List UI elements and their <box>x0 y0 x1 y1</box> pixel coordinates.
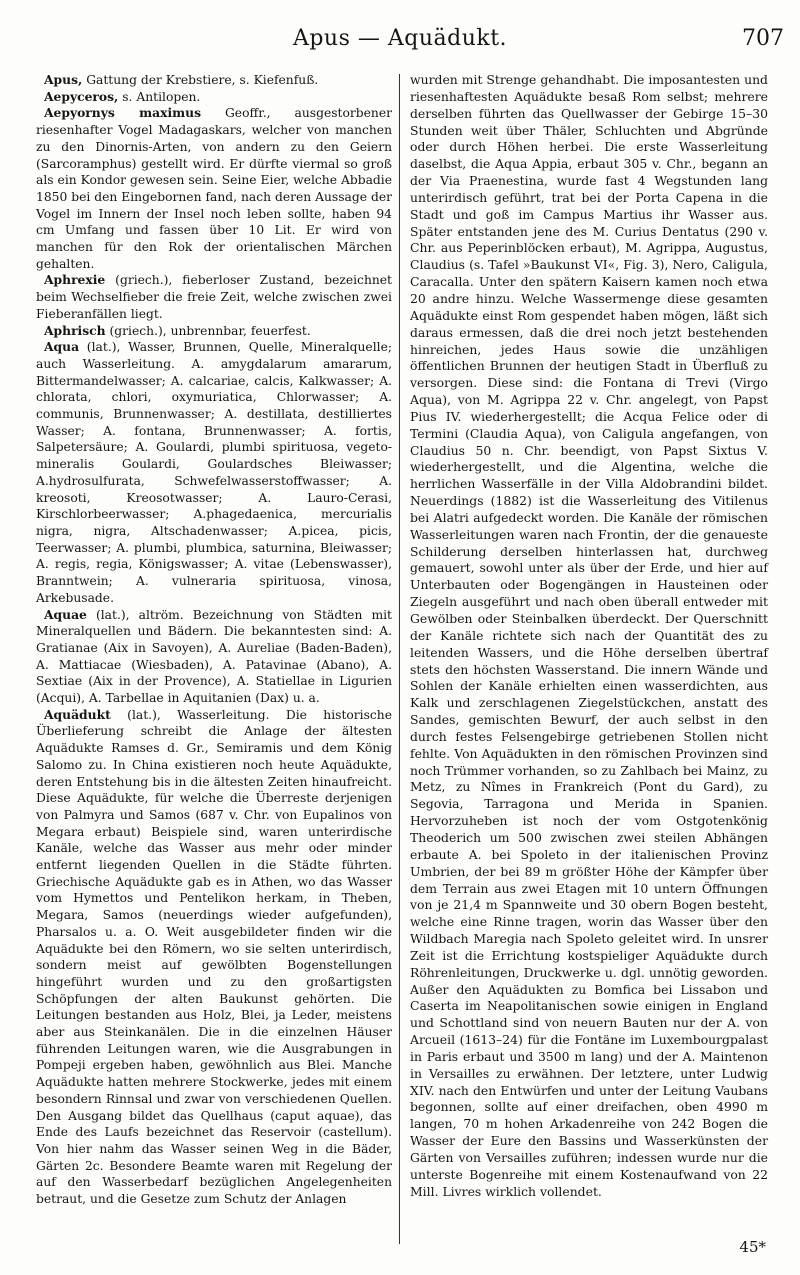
running-head: Apus — Aquädukt. <box>292 26 508 51</box>
entry-text: Gattung der Krebstiere, s. Kiefenfuß. <box>82 73 319 87</box>
entry-text: wurden mit Strenge gehandhabt. Die imposantesten und riesenhaftesten Aquädukte besaß Rom selbst; mehrere derselben führten das Quellwasser der Gebirge 15–30 Stunden weit über Thäler, Schluchten und Abgründe oder durch Höhen herbei. Die erste Wasserleitung daselbst, die Aqua Appia, erbaut 305 v. Chr., begann an der Via Praenestina, wurde fast 4 Wegstunden lang unterirdisch geführt, trat bei der Porta Capena in die Stadt und goß im Campus Martius ihr Wasser aus. Später entstanden jene des M. Curius Dentatus (290 v. Chr. aus Peperinblöcken erbaut), M. Agrippa, Augustus, Claudius (s. Tafel »Baukunst VI«, Fig. 3), Nero, Caligula, Caracalla. Unter den spätern Kaisern kamen noch etwa 20 andre hinzu. Welche Wassermenge diese gesamten Aquädukte einst Rom gespendet haben mögen, läßt sich daraus ermessen, daß die drei noch jetzt bestehenden hinreichen, jedes Haus sowie die unzähligen öffentlichen Brunnen der heutigen Stadt in Überfluß zu versorgen. Diese sind: die Fontana di Trevi (Virgo Aqua), von M. Agrippa 22 v. Chr. angelegt, von Papst Pius IV. wiederhergestellt; die Acqua Felice oder di Termini (Claudia Aqua), von Caligula angefangen, von Claudius 50 n. Chr. beendigt, von Papst Sixtus V. wiederhergestellt, und die Algentina, welche die herrlichen Wasserfälle in der Villa Aldobrandini bildet. Neuerdings (1882) ist die Wasserleitung des Vitilenus bei Alatri aufgedeckt worden. Die Kanäle der römischen Wasserleitungen waren nach Frontin, der die genaueste Schilderung derselben hinterlassen hat, durchweg gemauert, sowohl unter als über der Erde, und hier auf Unterbauten oder Bogengängen in Hausteinen oder Ziegeln ausgeführt und nach oben überall entweder mit Gewölben oder Steinbalken überdeckt. Der Querschnitt der Kanäle richtete sich nach der Quantität des zu leitenden Wassers, und die Höhe derselben übertraf stets den höchsten Wasserstand. Die innern Wände und Sohlen der Kanäle erhielten einen wasserdichten, aus Kalk und zerschlagenen Ziegelstückchen, anstatt des Sandes, gemischten Bewurf, der auch selbst in den durch festes Felsengebirge getriebenen Stollen nicht fehlte. Von Aquädukten in den römischen Provinzen sind noch Trümmer vorhanden, so zu Zahlbach bei Mainz, zu Metz, zu Nîmes in Frankreich (Pont du Gard), zu Segovia, Tarragona und Merida in Spanien. Hervorzuheben ist noch der vom Ostgotenkönig Theoderich um 500 zwischen zwei steilen Abhängen erbaute A. bei Spoleto in der italienischen Provinz Umbrien, der bei 89 m größter Höhe der Kämpfer über dem Terrain aus zwei Etagen mit 10 untern Öffnungen von je 21,4 m Spannweite und 30 obern Bogen besteht, welche eine Rinne tragen, worin das Wasser über den Wildbach Maregia nach Spoleto geleitet wird. In unsrer Zeit ist die Errichtung kostspieliger Aquädukte durch Röhrenleitungen, Druckwerke u. dgl. unnötig geworden. Außer den Aquädukten zu Bomfica bei Lissabon und Caserta im Neapolitanischen sowie einigen in England und Schottland sind von neuern Bauten nur der A. von Arcueil (1613–24) für die Fontäne im Luxembourgpalast in Paris erbaut und 3500 m lang) und der A. Maintenon in Versailles zu erwähnen. Der letztere, unter Ludwig XIV. nach den Entwürfen und unter der Leitung Vaubans begonnen, sollte auf einer dreifachen, oben 4990 m langen, 70 m hohen Arkadenreihe von 242 Bogen die Wasser der Eure den Bassins und Wasserkünsten der Gärten von Versailles zuführen; indessen wurde nur die unterste Bogenreihe mit einem Kostenaufwand von 22 Mill. Livres wirklich vollendet. <box>410 72 768 1199</box>
signature-mark: 45* <box>739 1238 766 1256</box>
entry-aquae <box>36 607 392 707</box>
entry-text: (lat.), Wasser, Brunnen, Quelle, Mineralquelle; auch Wasserleitung. A. amygdalarum amararum, Bittermandelwasser; A. calcariae, calcis, Kalkwasser; A. chlorata, chlori, oxymuriatica, Chlorwasser; A. communis, Brunnenwasser; A. destillata, destilliertes Wasser; A. fontana, Brunnenwasser; A. fortis, Salpetersäure; A. Goulardi, plumbi spirituosa, vegeto-mineralis Goulardi, Goulardsches Bleiwasser; A.hydrosulfurata, Schwefelwasserstoffwasser; A. kreosoti, Kreosotwasser; A. Lauro-Cerasi, Kirschlorbeerwasser; A.phagedaenica, mercurialis nigra, nigra, Altschadenwasser; A.picea, picis, Teerwasser; A. plumbi, plumbica, saturnina, Bleiwasser; A. regis, regia, Königswasser; A. vitae (Lebenswasser), Branntwein; A. vulneraria spirituosa, vinosa, Arkebusade. <box>36 340 392 605</box>
entry-text: (griech.), unbrennbar, feuerfest. <box>105 323 311 338</box>
column-divider <box>399 74 400 1244</box>
entry-term: Aphrexie <box>44 272 106 288</box>
left-column <box>36 72 392 1208</box>
entry-aquaedukt <box>36 707 392 1208</box>
entry-aphrexie <box>36 272 392 322</box>
entry-aqua <box>36 339 392 606</box>
entry-text: (griech.), fieberloser Zustand, bezeichnet beim Wechselfieber die freie Zeit, welche zwischen zwei Fieberanfällen liegt. <box>36 273 392 321</box>
entry-text: (lat.), altröm. Bezeichnung von Städten mit Mineralquellen und Bädern. Die bekanntesten sind: A. Gratianae (Aix in Savoyen), A. Aureliae (Baden-Baden), A. Mattiacae (Wiesbaden), A. Patavinae (Abano), A. Sextiae (Aix in der Provence), A. Statiellae in Ligurien (Acqui), A. Tarbellae in Aquitanien (Dax) u. a. <box>36 607 392 706</box>
entry-aphrisch <box>36 323 392 340</box>
entry-term: Aqua <box>44 339 80 355</box>
entry-apus <box>36 72 392 89</box>
entry-text: Geoffr., ausgestorbener riesenhafter Vogel Madagaskars, welcher von manchen zu den Dinornis-Arten, von andern zu den Geiern (Sarcoramphus) gestellt wird. Er dürfte viermal so groß als ein Kondor gewesen sein. Seine Eier, welche Abbadie 1850 bei den Eingebornen fand, nach deren Aussage der Vogel im Innern der Insel noch leben sollte, haben 94 cm Umfang und fassen über 10 Lit. Er wird von manchen für den Rok der orientalischen Märchen gehalten. <box>36 106 392 271</box>
entry-term: Aphrisch <box>44 322 106 338</box>
entry-term: Apus, <box>44 72 83 87</box>
page-header <box>0 26 800 56</box>
right-column <box>410 72 768 1201</box>
entry-aquaedukt-continued <box>410 72 768 1201</box>
page-number: 707 <box>742 26 784 51</box>
entry-aepyornys <box>36 105 392 272</box>
entry-term: Aepyceros, <box>44 88 119 104</box>
entry-term: Aquädukt <box>44 706 111 722</box>
entry-term: Aquae <box>44 606 87 622</box>
entry-text: s. Antilopen. <box>118 89 201 104</box>
entry-term: Aepyornys maximus <box>44 105 201 121</box>
entry-aepyceros <box>36 89 392 106</box>
entry-text: (lat.), Wasserleitung. Die historische Überlieferung schreibt die Anlage der ältesten Aquädukte Ramses d. Gr., Semiramis und dem König Salomo zu. In China existieren noch heute Aquädukte, deren Entstehung bis in die ältesten Zeiten hinaufreicht. Diese Aquädukte, für welche die Überreste derjenigen von Palmyra und Samos (687 v. Chr. von Eupalinos von Megara erbaut) Beispiele sind, waren unterirdische Kanäle, welche das Wasser aus mehr oder minder entfernt liegenden Quellen in die Städte führten. Griechische Aquädukte gab es in Athen, wo das Wasser vom Hymettos und Pentelikon herkam, in Theben, Megara, Samos (neuerdings wieder aufgefunden), Pharsalos u. a. O. Weit ausgebildeter finden wir die Aquädukte bei den Römern, wo sie selten unterirdisch, sondern meist auf gewölbten Bogenstellungen hingeführt wurden und zu den großartigsten Schöpfungen der alten Baukunst gehörten. Die Leitungen bestanden aus Holz, Blei, ja Leder, meistens aber aus Steinkanälen. Die in die einzelnen Häuser führenden Leitungen waren, wie die Ausgrabungen in Pompeji ergeben haben, gewöhnlich aus Blei. Manche Aquädukte hatten mehrere Stockwerke, jedes mit einem besondern Rinnsal und zwar von verschiedenen Quellen. Den Ausgang bildet das Quellhaus (caput aquae), das Ende des Laufs bezeichnet das Reservoir (castellum). Von hier nahm das Wasser seinen Weg in die Bäder, Gärten 2c. Besondere Beamte waren mit Regelung der auf den Wasserbedarf bezüglichen Angelegenheiten betraut, und die Gesetze zum Schutz der Anlagen <box>36 707 392 1207</box>
